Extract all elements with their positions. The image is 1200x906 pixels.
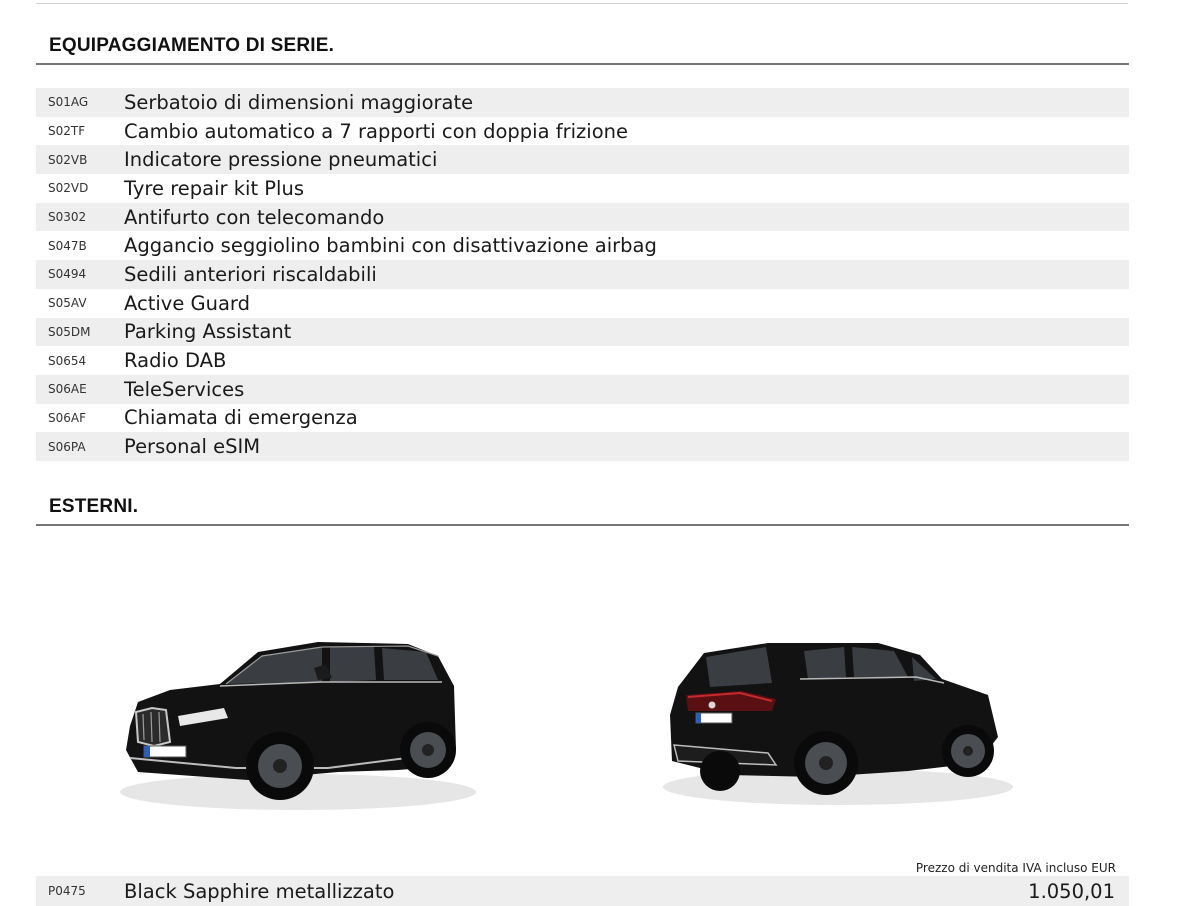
option-description: Sedili anteriori riscaldabili: [124, 262, 377, 286]
option-description: Serbatoio di dimensioni maggiorate: [124, 90, 474, 114]
standard-equipment-title: EQUIPAGGIAMENTO DI SERIE.: [49, 35, 335, 56]
car-rear-image: [648, 625, 1028, 820]
exterior-option-row: [36, 876, 1129, 906]
list-item: [36, 145, 1129, 174]
option-description: Personal eSIM: [124, 435, 261, 459]
option-code: S02VB: [48, 152, 88, 167]
top-divider: [36, 0, 1128, 4]
car-front-image: [108, 630, 488, 820]
exterior-title: ESTERNI.: [49, 496, 139, 517]
option-description: Chiamata di emergenza: [124, 406, 358, 430]
option-description: Cambio automatico a 7 rapporti con doppia frizione: [124, 119, 628, 143]
price-caption: Prezzo di vendita IVA incluso EUR: [915, 861, 1116, 875]
list-item: [36, 404, 1129, 433]
list-item: [36, 318, 1129, 347]
option-description: Tyre repair kit Plus: [124, 176, 304, 200]
option-description: Active Guard: [124, 291, 250, 315]
option-code: S05DM: [48, 324, 91, 339]
option-description: TeleServices: [124, 377, 245, 401]
option-code: S05AV: [48, 296, 87, 311]
standard-equipment-rule: [36, 63, 1129, 65]
list-item: [36, 432, 1129, 461]
list-item: [36, 174, 1129, 203]
option-code: S06AE: [48, 382, 87, 397]
option-code: S06AF: [48, 410, 86, 425]
option-code: S047B: [48, 238, 87, 253]
option-description: Antifurto con telecomando: [124, 205, 385, 229]
exterior-rule: [36, 524, 1129, 526]
option-description: Parking Assistant: [124, 320, 292, 344]
option-description: Radio DAB: [124, 349, 227, 373]
option-description: Indicatore pressione pneumatici: [124, 148, 438, 172]
list-item: [36, 289, 1129, 318]
list-item: [36, 346, 1129, 375]
option-code: S0302: [48, 210, 87, 225]
option-code: S02VD: [48, 181, 89, 196]
option-description: Aggancio seggiolino bambini con disattivazione airbag: [124, 234, 657, 258]
list-item: [36, 117, 1129, 146]
option-code: S01AG: [48, 95, 89, 110]
list-item: [36, 231, 1129, 260]
list-item: [36, 203, 1129, 232]
list-item: [36, 260, 1129, 289]
option-code: S0654: [48, 353, 87, 368]
option-code: S06PA: [48, 439, 86, 454]
option-code: P0475: [48, 884, 86, 898]
option-description: Black Sapphire metallizzato: [124, 879, 395, 903]
standard-equipment-list: [36, 88, 1129, 461]
option-price: 1.050,01: [1028, 879, 1115, 903]
list-item: [36, 375, 1129, 404]
option-code: S02TF: [48, 124, 86, 139]
list-item: [36, 88, 1129, 117]
option-code: S0494: [48, 267, 87, 282]
